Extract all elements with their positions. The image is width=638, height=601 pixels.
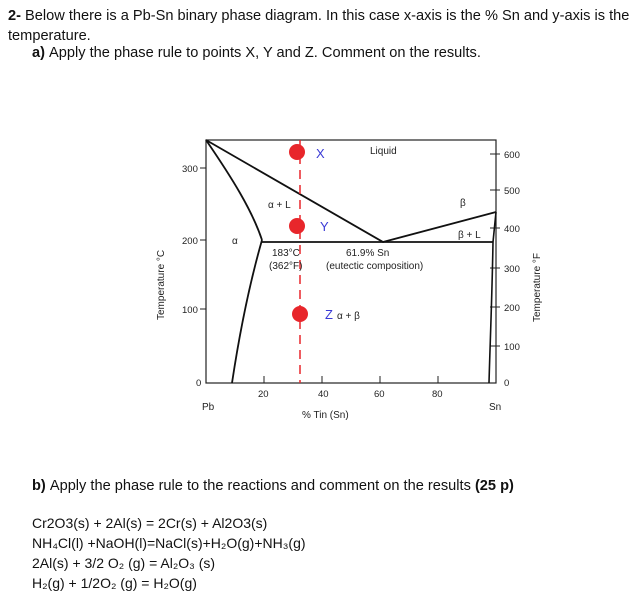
pb-label: Pb [202,402,215,413]
part-a-text: Apply the phase rule to points X, Y and Z. Comment on the results. [49,45,481,61]
region-beta-liquid: β + L [458,230,481,241]
eutectic-temp-f: (362°F) [269,261,303,272]
eutectic-temp: 183°C [272,248,300,259]
question-intro-text: Below there is a Pb-Sn binary phase diagram. In this case x-axis is the % Sn and y-axis is the temperature. [8,8,630,44]
x-tick-label-60: 60 [374,389,385,400]
f-tick-label-400: 400 [504,224,520,235]
eutectic-note: (eutectic composition) [326,261,424,272]
region-alpha-beta: α + β [337,311,360,322]
x-tick-label-80: 80 [432,389,443,400]
liquidus-line [206,140,496,242]
part-b-points: (25 p) [474,478,514,494]
point-x-label: X [316,146,325,161]
y-tick-label-0: 0 [196,378,202,389]
question-number: 2- [8,8,21,24]
region-beta: β [460,198,466,209]
y-tick-label-200: 200 [182,236,198,247]
eutectic-composition: 61.9% Sn [346,248,390,259]
x-tick-label-20: 20 [258,389,269,400]
f-tick-label-100: 100 [504,342,520,353]
f-tick-label-200: 200 [504,303,520,314]
point-z-label: Z [325,307,333,322]
part-b-text: Apply the phase rule to the reactions and comment on the results [49,478,471,494]
right-axis-title: Temperature °F [532,252,543,322]
reaction-3: 2Al(s) + 3/2 O₂ (g) = Al₂O₃ (s) [32,555,216,571]
left-axis-title: Temperature °C [156,249,167,320]
reaction-4: H₂(g) + 1/2O₂ (g) = H₂O(g) [32,575,197,591]
alpha-solvus-line [232,240,262,383]
y-tick-label-300: 300 [182,164,198,175]
region-alpha: α [232,236,238,247]
f-tick-label-0: 0 [504,378,510,389]
region-liquid: Liquid [370,146,397,157]
point-y-marker [289,218,305,234]
reaction-1: Cr2O3(s) + 2Al(s) = 2Cr(s) + Al2O3(s) [32,515,268,531]
reaction-2: NH₄Cl(l) +NaOH(l)=NaCl(s)+H₂O(g)+NH₃(g) [32,535,306,551]
part-a-prefix: a) [32,45,45,61]
point-z-marker [292,306,308,322]
f-tick-label-500: 500 [504,186,520,197]
sn-label: Sn [489,402,502,413]
alpha-solidus-line [206,140,262,240]
part-b [32,478,514,494]
f-tick-label-300: 300 [504,264,520,275]
f-tick-label-600: 600 [504,150,520,161]
x-axis-title: % Tin (Sn) [302,410,349,421]
x-tick-label-40: 40 [318,389,329,400]
region-alpha-liquid: α + L [268,200,291,211]
point-x-marker [289,144,305,160]
y-tick-label-100: 100 [182,305,198,316]
part-b-prefix: b) [32,478,46,494]
beta-solvus-line [489,242,493,383]
point-y-label: Y [320,219,329,234]
